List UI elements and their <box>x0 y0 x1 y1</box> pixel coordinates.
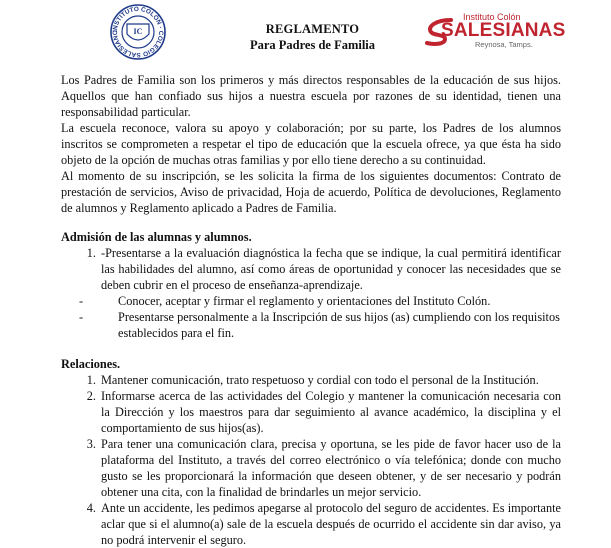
intro-paragraph-1: Los Padres de Familia son los primeros y más directos responsables de la educación de sus hijos. Aquellos que han confiado sus hijos a nuestra escuela por razones de su identidad, tienen una responsabilidad particular. <box>61 73 561 119</box>
list-item <box>99 500 561 548</box>
list-item <box>99 245 561 293</box>
admision-sublist <box>61 293 561 341</box>
relaciones-item-2: Informarse acerca de las actividades del Colegio y mantener la comunicación necesaria con la Dirección y los maestros para dar seguimiento al avance académico, la disciplina y el comportamiento de sus hijos(as). <box>101 389 561 435</box>
document-header <box>0 0 611 64</box>
intro-paragraph-2: La escuela reconoce, valora su apoyo y colaboración; por su parte, los Padres de los alumnos inscritos se comprometen a respetar el tipo de educación que la escuela ofrece, ya que ésta ha sido objeto de la opción de muchas otras familias y por ello tiene derecho a su continuidad. <box>61 121 561 167</box>
document-title: REGLAMENTO <box>265 22 360 36</box>
list-item <box>99 388 561 436</box>
intro-paragraph-3: Al momento de su inscripción, se les solicita la firma de los siguientes documentos: Contrato de prestación de servicios, Aviso de privacidad, Hoja de acuerdo, Política de devoluciones, Reglamento de alumnos y Reglamento aplicado a Padres de Familia. <box>61 169 561 215</box>
section-heading-admision: Admisión de las alumnas y alumnos. <box>61 230 252 244</box>
brand-location: Reynosa, Tamps. <box>475 40 533 49</box>
relaciones-item-1: Mantener comunicación, trato respetuoso y cordial con todo el personal de la Institución. <box>101 373 539 387</box>
seal-monogram: IC <box>133 27 143 36</box>
list-item <box>61 293 561 309</box>
brand-top-text: Instituto Colón <box>463 12 521 22</box>
relaciones-item-4: Ante un accidente, les pedimos apegarse al protocolo del seguro de accidentes. Es importante aclar que si el alumno(a) sale de la escuela después de ocurrido el accidente sin dar aviso, ya no podrá intervenir el seguro. <box>101 501 561 547</box>
admision-sub-2: Presentarse personalmente a la Inscripción de sus hijos (as) cumpliendo con los requisitos establecidos para el fin. <box>118 310 560 340</box>
seal-ring-text: INSTITUTO COLÓN · COLEGIO SALESIANO <box>111 5 165 59</box>
instituto-colon-seal-logo <box>110 4 166 60</box>
brand-name: SALESIANAS <box>441 20 566 41</box>
document-body <box>61 72 561 548</box>
salesianas-logo <box>423 12 566 52</box>
dash-bullet: - <box>79 294 84 308</box>
list-item <box>61 309 561 341</box>
relaciones-list <box>61 372 561 548</box>
document-subtitle: Para Padres de Familia <box>249 38 376 52</box>
dash-bullet: - <box>79 310 84 324</box>
list-item <box>99 372 561 388</box>
admision-list <box>61 245 561 293</box>
section-heading-relaciones: Relaciones. <box>61 357 121 371</box>
relaciones-item-3: Para tener una comunicación clara, precisa y oportuna, se les pide de favor hacer uso de la plataforma del Instituto, a través del correo electrónico o vía telefónica; donde con mucho gusto se les proporcionará la información que deseen obtener, y de ser necesario y podrán obtener una cita, con la finalidad de brindarles un mejor servicio. <box>101 437 561 499</box>
admision-item-1: -Presentarse a la evaluación diagnóstica la fecha que se indique, la cual permitirá identificar las habilidades del alumno, así como áreas de oportunidad y conocer las necesidades que se deben cubrir en el proceso de enseñanza-aprendizaje. <box>101 246 561 292</box>
admision-sub-1: Conocer, aceptar y firmar el reglamento y orientaciones del Instituto Colón. <box>118 294 491 308</box>
list-item <box>99 436 561 500</box>
title-block <box>190 21 435 53</box>
